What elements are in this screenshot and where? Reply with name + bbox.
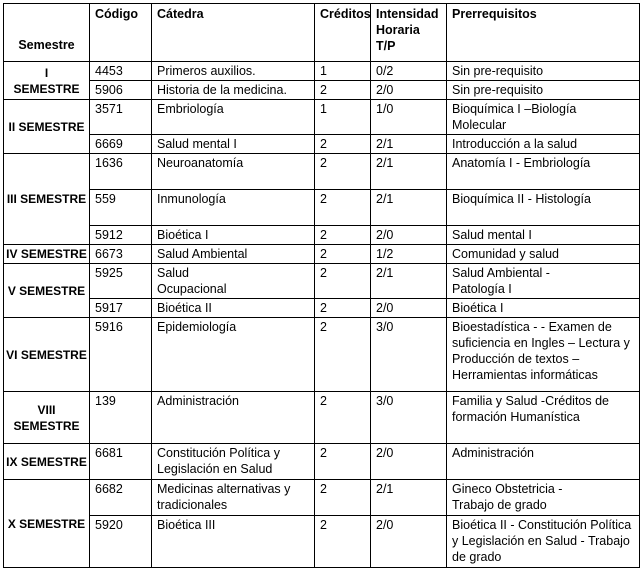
- cell-intensidad: 2/1: [371, 190, 447, 226]
- cell-codigo: 5925: [90, 264, 152, 299]
- cell-intensidad: 2/0: [371, 299, 447, 318]
- cell-catedra: Salud Ocupacional: [152, 264, 315, 299]
- cell-codigo: 6681: [90, 444, 152, 480]
- cell-codigo: 4453: [90, 62, 152, 81]
- cell-codigo: 5920: [90, 516, 152, 568]
- cell-creditos: 2: [315, 81, 371, 100]
- cell-creditos: 2: [315, 135, 371, 154]
- cell-creditos: 2: [315, 154, 371, 190]
- cell-prerrequisitos: Administración: [447, 444, 640, 480]
- semester-label: VIII SEMESTRE: [4, 392, 90, 444]
- header-row: [4, 4, 640, 62]
- table-body: [4, 62, 640, 568]
- cell-intensidad: 2/1: [371, 480, 447, 516]
- cell-catedra: Salud Ambiental: [152, 245, 315, 264]
- cell-codigo: 3571: [90, 100, 152, 135]
- semester-label: V SEMESTRE: [4, 264, 90, 318]
- table-row: [4, 190, 640, 226]
- cell-prerrequisitos: Introducción a la salud: [447, 135, 640, 154]
- semester-label: I SEMESTRE: [4, 62, 90, 100]
- header-intensidad: Intensidad Horaria T/P: [371, 4, 447, 62]
- cell-catedra: Constitución Política y Legislación en Salud: [152, 444, 315, 480]
- cell-intensidad: 2/0: [371, 81, 447, 100]
- cell-catedra: Bioética I: [152, 226, 315, 245]
- cell-prerrequisitos: Bioética II - Constitución Política y Legislación en Salud - Trabajo de grado: [447, 516, 640, 568]
- cell-prerrequisitos: Gineco Obstetricia - Trabajo de grado: [447, 480, 640, 516]
- cell-catedra: Bioética II: [152, 299, 315, 318]
- semester-label: X SEMESTRE: [4, 480, 90, 568]
- table-row: [4, 62, 640, 81]
- cell-prerrequisitos: Bioética I: [447, 299, 640, 318]
- cell-creditos: 1: [315, 62, 371, 81]
- cell-prerrequisitos: Salud mental I: [447, 226, 640, 245]
- cell-catedra: Salud mental I: [152, 135, 315, 154]
- cell-prerrequisitos: Comunidad y salud: [447, 245, 640, 264]
- cell-catedra: Medicinas alternativas y tradicionales: [152, 480, 315, 516]
- table-row: [4, 299, 640, 318]
- cell-catedra: Epidemiología: [152, 318, 315, 392]
- semester-label: IV SEMESTRE: [4, 245, 90, 264]
- cell-catedra: Neuroanatomía: [152, 154, 315, 190]
- cell-creditos: 2: [315, 190, 371, 226]
- cell-prerrequisitos: Bioestadística - - Examen de suficiencia en Ingles – Lectura y Producción de textos – Herramientas informáticas: [447, 318, 640, 392]
- cell-creditos: 2: [315, 245, 371, 264]
- cell-codigo: 5912: [90, 226, 152, 245]
- cell-codigo: 139: [90, 392, 152, 444]
- table-row: [4, 81, 640, 100]
- cell-intensidad: 1/2: [371, 245, 447, 264]
- table-row: [4, 226, 640, 245]
- cell-creditos: 2: [315, 318, 371, 392]
- cell-codigo: 6673: [90, 245, 152, 264]
- curriculum-table: [3, 3, 640, 568]
- cell-prerrequisitos: Familia y Salud -Créditos de formación Humanística: [447, 392, 640, 444]
- cell-prerrequisitos: Anatomía I - Embriología: [447, 154, 640, 190]
- table-row: [4, 245, 640, 264]
- cell-intensidad: 2/0: [371, 226, 447, 245]
- semester-label: III SEMESTRE: [4, 154, 90, 245]
- cell-prerrequisitos: Sin pre-requisito: [447, 62, 640, 81]
- table-row: [4, 264, 640, 299]
- header-creditos: Créditos: [315, 4, 371, 62]
- cell-intensidad: 2/1: [371, 154, 447, 190]
- header-catedra: Cátedra: [152, 4, 315, 62]
- semester-label: II SEMESTRE: [4, 100, 90, 154]
- cell-creditos: 1: [315, 100, 371, 135]
- cell-intensidad: 2/1: [371, 135, 447, 154]
- semester-label: IX SEMESTRE: [4, 444, 90, 480]
- cell-creditos: 2: [315, 392, 371, 444]
- cell-prerrequisitos: Sin pre-requisito: [447, 81, 640, 100]
- header-prerrequisitos: Prerrequisitos: [447, 4, 640, 62]
- table-row: [4, 100, 640, 135]
- header-semestre: Semestre: [4, 4, 90, 62]
- cell-catedra: Embriología: [152, 100, 315, 135]
- cell-codigo: 6682: [90, 480, 152, 516]
- cell-catedra: Inmunología: [152, 190, 315, 226]
- cell-creditos: 2: [315, 226, 371, 245]
- table-row: [4, 154, 640, 190]
- cell-creditos: 2: [315, 516, 371, 568]
- table-row: [4, 318, 640, 392]
- header-codigo: Código: [90, 4, 152, 62]
- cell-catedra: Historia de la medicina.: [152, 81, 315, 100]
- cell-creditos: 2: [315, 264, 371, 299]
- table-row: [4, 135, 640, 154]
- semester-label: VI SEMESTRE: [4, 318, 90, 392]
- cell-codigo: 559: [90, 190, 152, 226]
- table-row: [4, 516, 640, 568]
- table-row: [4, 392, 640, 444]
- cell-creditos: 2: [315, 299, 371, 318]
- cell-prerrequisitos: Bioquímica I –Biología Molecular: [447, 100, 640, 135]
- cell-intensidad: 2/0: [371, 444, 447, 480]
- cell-codigo: 5906: [90, 81, 152, 100]
- cell-intensidad: 3/0: [371, 318, 447, 392]
- cell-creditos: 2: [315, 444, 371, 480]
- cell-codigo: 5917: [90, 299, 152, 318]
- cell-catedra: Administración: [152, 392, 315, 444]
- cell-prerrequisitos: Bioquímica II - Histología: [447, 190, 640, 226]
- cell-catedra: Bioética III: [152, 516, 315, 568]
- cell-intensidad: 1/0: [371, 100, 447, 135]
- cell-codigo: 5916: [90, 318, 152, 392]
- cell-intensidad: 2/0: [371, 516, 447, 568]
- cell-codigo: 6669: [90, 135, 152, 154]
- cell-intensidad: 2/1: [371, 264, 447, 299]
- table-row: [4, 444, 640, 480]
- cell-prerrequisitos: Salud Ambiental - Patología I: [447, 264, 640, 299]
- cell-intensidad: 3/0: [371, 392, 447, 444]
- table-row: [4, 480, 640, 516]
- cell-codigo: 1636: [90, 154, 152, 190]
- cell-intensidad: 0/2: [371, 62, 447, 81]
- cell-catedra: Primeros auxilios.: [152, 62, 315, 81]
- cell-creditos: 2: [315, 480, 371, 516]
